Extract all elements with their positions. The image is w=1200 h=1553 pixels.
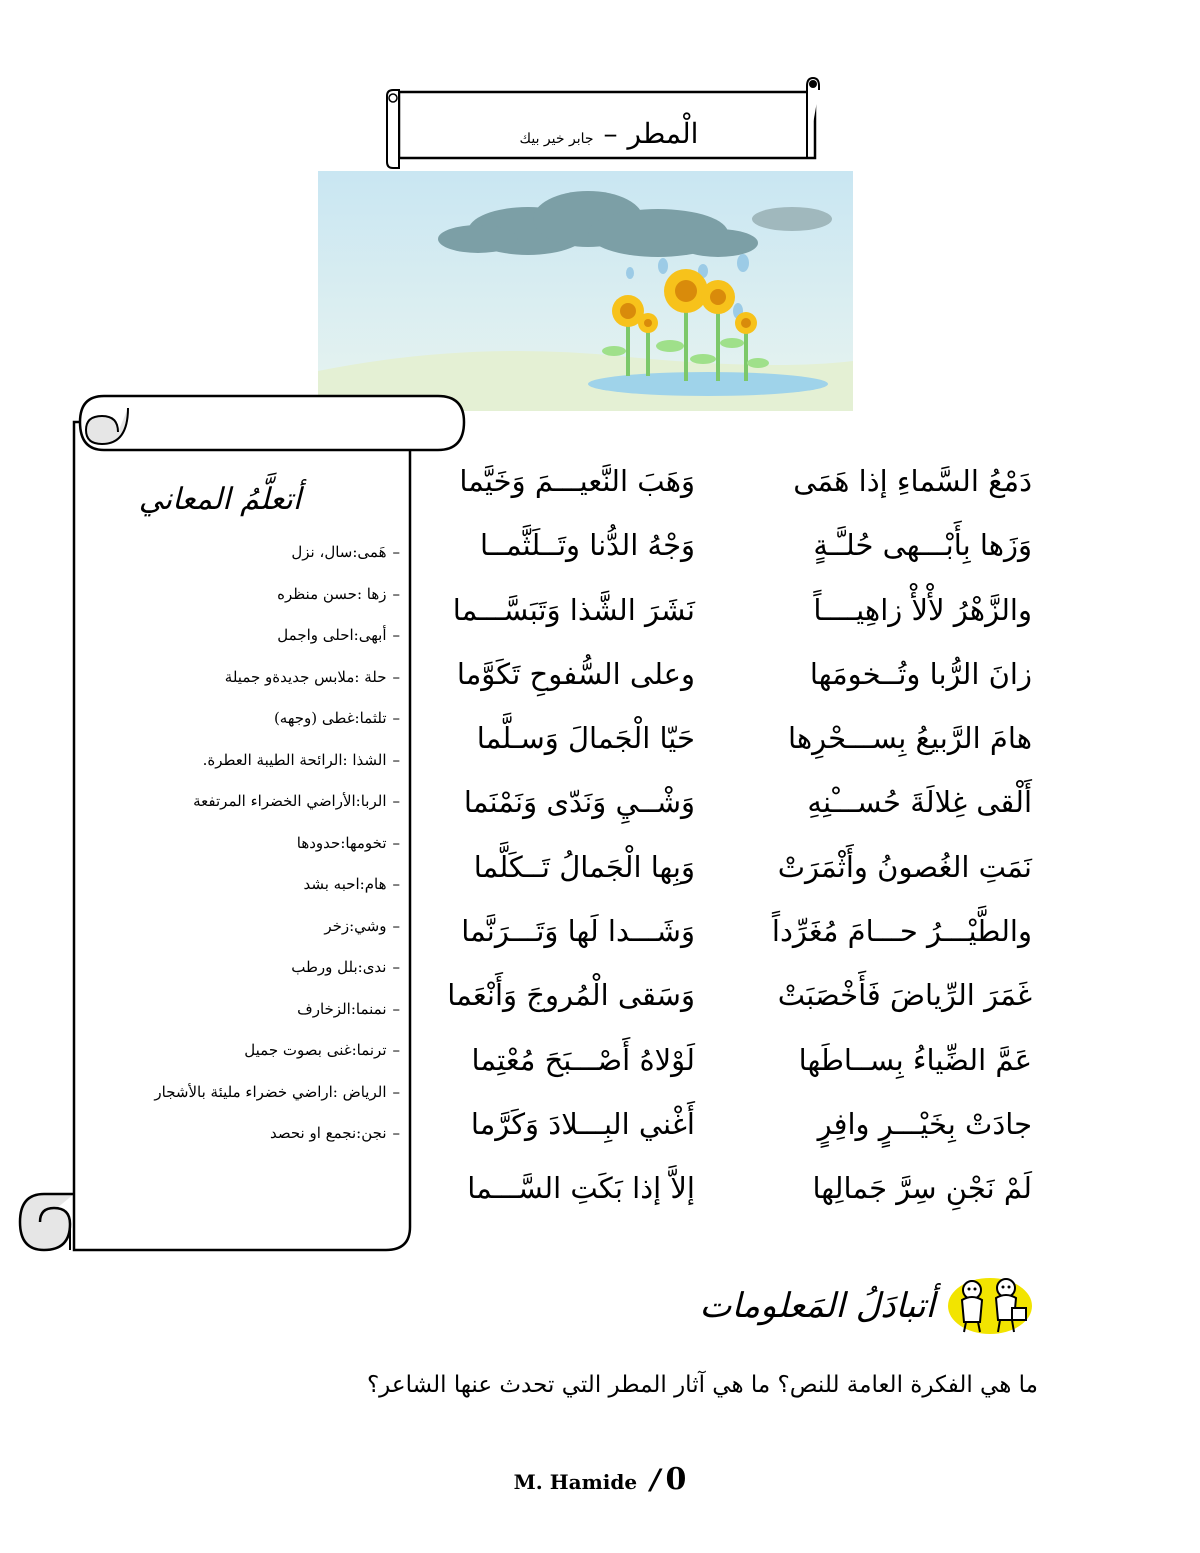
page-title [400,112,818,156]
verse-second-hemistich: حَيّا الْجَمالَ وَسـلَّما [476,721,695,756]
rain-sunflowers-illustration [318,171,853,411]
vocab-item: –تلثما:غطى (وجهه) [273,709,400,727]
verse-row [425,709,1040,773]
verse-row [425,452,1040,516]
verse-second-hemistich: نَشَرَ الشَّذا وَتَبَسَّـــما [452,592,695,627]
section-heading: أتبادَلُ المَعلومات [699,1286,935,1326]
verse-first-hemistich: والزَّهْرُ لأْلأْ زاهِيــــاً [813,592,1032,627]
vocab-item: –زها :حسن منظره [277,584,400,603]
verse-second-hemistich: وَهَبَ النَّعيـــمَ وَخَيَّما [459,464,695,498]
verse-row [425,773,1040,837]
verse-first-hemistich: جادَتْ بِخَيْـــرٍ وافِرٍ [817,1106,1032,1141]
verse-second-hemistich: وَشْــيِ وَنَدّى وَنَمْنَما [463,785,695,820]
verse-row [425,838,1040,902]
verse-first-hemistich: والطَّيْـــرُ حـــامَ مُغَرِّداً [771,914,1032,949]
vocab-item: –الرياض :اراضي خضراء مليئة بالأشجار [154,1082,400,1101]
verse-first-hemistich: وَزَها بِأَبْـــهى حُلـَّـةٍ [813,528,1032,563]
verse-first-hemistich: هامَ الرَّبيعُ بِســـحْرِها [788,721,1032,756]
vocab-item: –حلة :ملابس جديدة‌و جميلة [224,667,400,686]
verse-row [425,1159,1040,1223]
vocab-item: –وشي:زخر [324,916,400,935]
vocab-item: –ترنما:غنى بصوت جميل [244,1041,400,1059]
verse-second-hemistich: وَبِها الْجَمالُ تَــكَلَّما [473,849,695,884]
vocab-item: –هَمى:سال، نزل [291,543,400,561]
verse-first-hemistich: غَمَرَ الرِّياضَ فَأَخْصَبَتْ [777,978,1032,1013]
verse-row [425,581,1040,645]
verse-second-hemistich: وَسَقى الْمُروجَ وَأَنْعَما [447,978,695,1013]
verse-second-hemistich: إلاَّ إذا بَكَتِ السَّـــما [467,1171,695,1206]
verse-second-hemistich: وَجْهُ الدُّنا وتَــلَثَّمــا [480,528,695,563]
page-footer [440,1458,760,1502]
vocabulary-heading: أتعلَّمُ المعاني [138,482,302,517]
verse-second-hemistich: لَوْلاهُ أَصْـــبَحَ مُعْتِما [471,1042,695,1077]
verse-row [425,516,1040,580]
verse-row [425,1095,1040,1159]
verse-first-hemistich: زانَ الرُّبا وتُــخومَها [809,656,1032,691]
vocab-item: –الشذا :الرائحة الطيبة العطرة. [202,750,400,769]
verse-row [425,645,1040,709]
vocab-item: –ندى:بلل ورطب [291,958,400,976]
students-discussion-icon [944,1270,1036,1336]
verse-first-hemistich: أَلْقى غِلالَةَ حُســـْنِهِ [807,785,1032,820]
verse-first-hemistich: لَمْ نَجْنِ سِرَّ جَمالِها [812,1171,1032,1206]
poem-title: الْمطر [627,117,699,150]
verse-first-hemistich: نَمَتِ الغُصونُ وأَثْمَرَتْ [777,849,1032,884]
title-separator: – [603,117,618,150]
vocab-item: –تخومها:حدودها [296,833,400,852]
verse-first-hemistich: دَمْعُ السَّماءِ إذا هَمَى [793,464,1032,498]
vocab-item: –الربا:الأراضي الخضراء المرتفعة [193,792,400,810]
verse-second-hemistich: أَغْني البِـــلادَ وَكَرَّما [470,1106,695,1141]
page-number: 0 [665,1462,687,1497]
verse-row [425,902,1040,966]
verse-row [425,966,1040,1030]
vocab-item: –أبهى:احلى واجمل [277,626,400,644]
footer-author: M. Hamide [513,1470,638,1494]
poem-verses [425,452,1040,1222]
discussion-question: ما هي الفكرة العامة للنص؟ ما هي آثار المطر التي تحدث عنها الشاعر؟ [366,1372,1038,1398]
verse-first-hemistich: عَمَّ الضِّياءُ بِســاطَها [798,1042,1032,1077]
verse-second-hemistich: وعلى السُّفوحِ تَكَوَّما [456,656,695,691]
footer-separator: / [650,1463,661,1496]
verse-second-hemistich: وَشَـــدا لَها وَتَـــرَنَّما [461,914,695,949]
poem-author: جابر خير بيك [519,131,594,147]
vocab-item: –نمنما:الزخارف [297,999,400,1018]
vocabulary-list [60,532,400,1155]
vocab-item: –هام:احبه بشد [303,875,400,893]
verse-row [425,1031,1040,1095]
vocab-item: –نجن:نجمع او نحصد [269,1124,400,1142]
